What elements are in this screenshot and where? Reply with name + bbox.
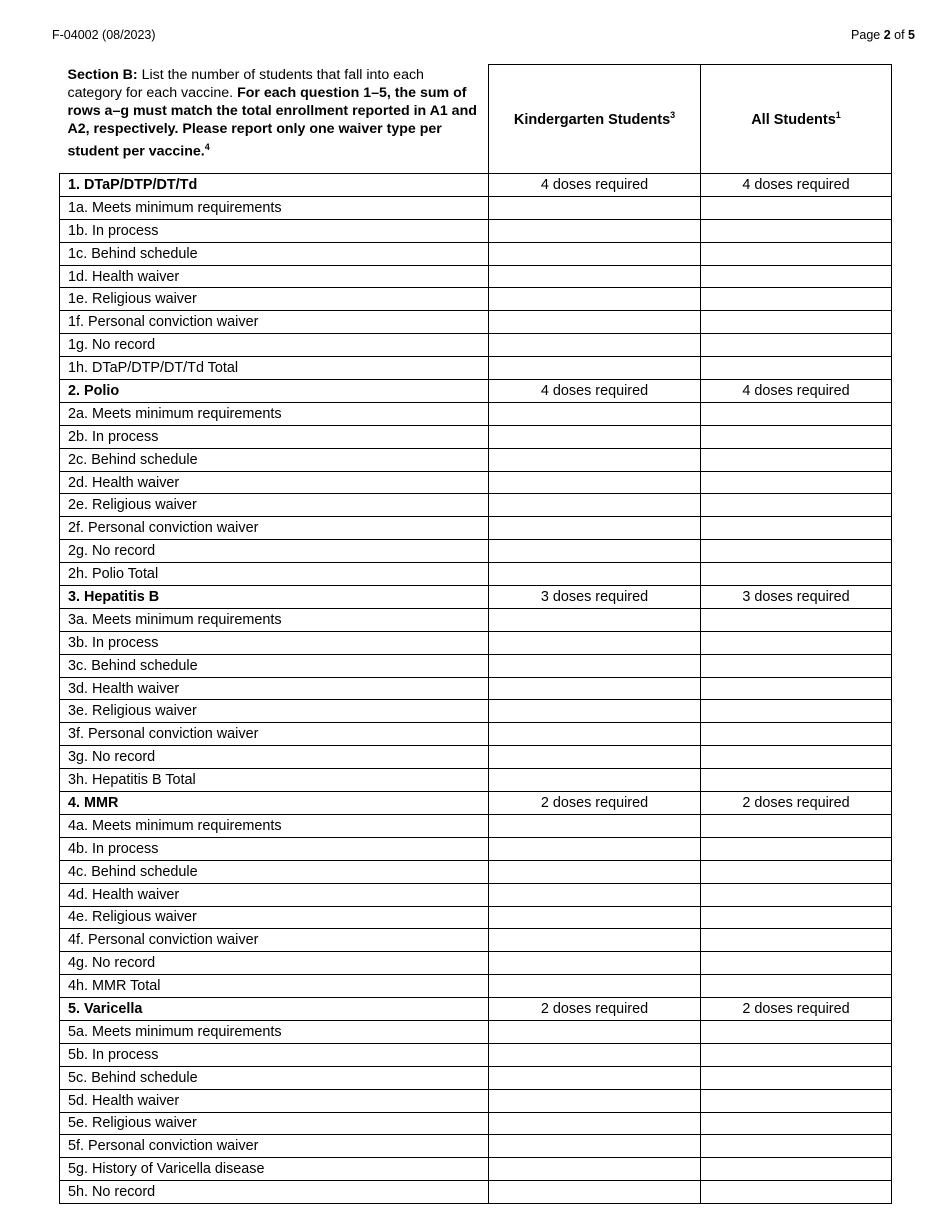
all-students-count-field[interactable] [701, 952, 892, 975]
table-row [60, 860, 892, 883]
column-header-all-students: All Students$^1$ [701, 65, 892, 174]
kindergarten-count-field[interactable] [489, 723, 701, 746]
kindergarten-count-field[interactable] [489, 746, 701, 769]
vaccine-title: 3. Hepatitis B [60, 586, 489, 609]
row-label: 5f. Personal conviction waiver [60, 1135, 489, 1158]
column-header-kindergarten: Kindergarten Students$^3$ [489, 65, 701, 174]
all-students-count-field[interactable] [701, 196, 892, 219]
all-students-doses-required: 4 doses required [701, 380, 892, 403]
kindergarten-count-field[interactable] [489, 814, 701, 837]
all-students-count-field[interactable] [701, 1158, 892, 1181]
kindergarten-count-field[interactable] [489, 471, 701, 494]
row-label: 1a. Meets minimum requirements [60, 196, 489, 219]
kindergarten-count-field[interactable] [489, 448, 701, 471]
row-label: 1b. In process [60, 219, 489, 242]
section-title: Section B: [67, 66, 138, 83]
row-label: 4f. Personal conviction waiver [60, 929, 489, 952]
row-label: 1e. Religious waiver [60, 288, 489, 311]
all-students-count-field[interactable] [701, 219, 892, 242]
row-label: 1g. No record [60, 334, 489, 357]
vaccine-header-row [60, 998, 892, 1021]
kindergarten-count-field[interactable] [489, 288, 701, 311]
table-row [60, 929, 892, 952]
table-row [60, 952, 892, 975]
table-row [60, 563, 892, 586]
table-row [60, 471, 892, 494]
table-row [60, 1043, 892, 1066]
kindergarten-count-field[interactable] [489, 1066, 701, 1089]
table-row [60, 402, 892, 425]
table-row [60, 1066, 892, 1089]
table-row [60, 746, 892, 769]
table-row [60, 654, 892, 677]
table-row [60, 677, 892, 700]
table-row [60, 196, 892, 219]
all-students-count-field[interactable] [701, 288, 892, 311]
vaccine-header-row [60, 174, 892, 197]
form-id: F-04002 (08/2023) [52, 28, 156, 42]
all-students-count-field[interactable] [701, 837, 892, 860]
all-students-count-field[interactable] [701, 631, 892, 654]
all-students-count-field[interactable] [701, 700, 892, 723]
table-row [60, 1135, 892, 1158]
row-label: 4h. MMR Total [60, 975, 489, 998]
kindergarten-count-field[interactable] [489, 540, 701, 563]
all-students-doses-required: 3 doses required [701, 586, 892, 609]
row-label: 2g. No record [60, 540, 489, 563]
row-label: 3a. Meets minimum requirements [60, 608, 489, 631]
row-label: 3f. Personal conviction waiver [60, 723, 489, 746]
all-students-count-field[interactable] [701, 929, 892, 952]
table-row [60, 242, 892, 265]
kindergarten-doses-required: 2 doses required [489, 998, 701, 1021]
kindergarten-count-field[interactable] [489, 242, 701, 265]
all-students-count-field[interactable] [701, 906, 892, 929]
all-students-count-field[interactable] [701, 1089, 892, 1112]
all-students-count-field[interactable] [701, 494, 892, 517]
row-label: 5d. Health waiver [60, 1089, 489, 1112]
kindergarten-count-field[interactable] [489, 563, 701, 586]
kindergarten-count-field[interactable] [489, 1112, 701, 1135]
table-row [60, 883, 892, 906]
kindergarten-count-field[interactable] [489, 837, 701, 860]
kindergarten-count-field[interactable] [489, 494, 701, 517]
page-number: Page 2 of 5 [851, 28, 915, 42]
all-students-count-field[interactable] [701, 471, 892, 494]
row-label: 2a. Meets minimum requirements [60, 402, 489, 425]
table-row [60, 288, 892, 311]
kindergarten-count-field[interactable] [489, 425, 701, 448]
table-row [60, 631, 892, 654]
section-b-intro: Section B: List the number of students that fall into each category for each vaccine. For each question 1–5, the sum of rows a–g must match the total enrollment reported in A1 and A2, respectively. Please report only one waiver type per student per vaccine.$^4$ [67, 66, 477, 160]
vaccine-title: 2. Polio [60, 380, 489, 403]
row-label: 3d. Health waiver [60, 677, 489, 700]
table-row [60, 265, 892, 288]
table-row [60, 700, 892, 723]
kindergarten-doses-required: 4 doses required [489, 174, 701, 197]
kindergarten-count-field[interactable] [489, 402, 701, 425]
all-students-count-field[interactable] [701, 311, 892, 334]
all-students-count-field[interactable] [701, 334, 892, 357]
kindergarten-count-field[interactable] [489, 1020, 701, 1043]
row-label: 4a. Meets minimum requirements [60, 814, 489, 837]
table-row [60, 906, 892, 929]
kindergarten-count-field[interactable] [489, 952, 701, 975]
row-label: 5h. No record [60, 1181, 489, 1204]
kindergarten-count-field[interactable] [489, 975, 701, 998]
all-students-count-field[interactable] [701, 1112, 892, 1135]
kindergarten-count-field[interactable] [489, 311, 701, 334]
row-label: 2b. In process [60, 425, 489, 448]
kindergarten-count-field[interactable] [489, 1089, 701, 1112]
row-label: 4g. No record [60, 952, 489, 975]
all-students-count-field[interactable] [701, 769, 892, 792]
table-row [60, 334, 892, 357]
all-students-doses-required: 4 doses required [701, 174, 892, 197]
all-students-count-field[interactable] [701, 654, 892, 677]
row-label: 2h. Polio Total [60, 563, 489, 586]
all-students-count-field[interactable] [701, 242, 892, 265]
table-row [60, 723, 892, 746]
all-students-count-field[interactable] [701, 860, 892, 883]
vaccine-header-row [60, 586, 892, 609]
all-students-count-field[interactable] [701, 1043, 892, 1066]
kindergarten-count-field[interactable] [489, 608, 701, 631]
row-label: 1d. Health waiver [60, 265, 489, 288]
kindergarten-count-field[interactable] [489, 929, 701, 952]
row-label: 5a. Meets minimum requirements [60, 1020, 489, 1043]
kindergarten-count-field[interactable] [489, 1158, 701, 1181]
all-students-count-field[interactable] [701, 677, 892, 700]
all-students-count-field[interactable] [701, 1135, 892, 1158]
table-row [60, 311, 892, 334]
kindergarten-count-field[interactable] [489, 1043, 701, 1066]
table-row [60, 1020, 892, 1043]
row-label: 4e. Religious waiver [60, 906, 489, 929]
kindergarten-count-field[interactable] [489, 1135, 701, 1158]
table-row [60, 425, 892, 448]
vaccine-title: 4. MMR [60, 792, 489, 815]
kindergarten-count-field[interactable] [489, 196, 701, 219]
kindergarten-count-field[interactable] [489, 700, 701, 723]
all-students-count-field[interactable] [701, 563, 892, 586]
vaccine-title: 5. Varicella [60, 998, 489, 1021]
kindergarten-count-field[interactable] [489, 906, 701, 929]
table-row [60, 1112, 892, 1135]
vaccine-header-row [60, 792, 892, 815]
section-b-table [59, 64, 892, 1204]
kindergarten-doses-required: 2 doses required [489, 792, 701, 815]
row-label: 5b. In process [60, 1043, 489, 1066]
kindergarten-doses-required: 3 doses required [489, 586, 701, 609]
all-students-count-field[interactable] [701, 723, 892, 746]
table-row [60, 494, 892, 517]
all-students-count-field[interactable] [701, 1020, 892, 1043]
table-row [60, 1089, 892, 1112]
row-label: 3b. In process [60, 631, 489, 654]
table-row [60, 448, 892, 471]
table-row [60, 608, 892, 631]
table-row [60, 769, 892, 792]
row-label: 4d. Health waiver [60, 883, 489, 906]
kindergarten-count-field[interactable] [489, 219, 701, 242]
row-label: 3c. Behind schedule [60, 654, 489, 677]
table-row [60, 357, 892, 380]
all-students-doses-required: 2 doses required [701, 792, 892, 815]
row-label: 1h. DTaP/DTP/DT/Td Total [60, 357, 489, 380]
all-students-count-field[interactable] [701, 402, 892, 425]
all-students-count-field[interactable] [701, 517, 892, 540]
all-students-count-field[interactable] [701, 608, 892, 631]
all-students-count-field[interactable] [701, 883, 892, 906]
row-label: 4c. Behind schedule [60, 860, 489, 883]
all-students-doses-required: 2 doses required [701, 998, 892, 1021]
vaccine-title: 1. DTaP/DTP/DT/Td [60, 174, 489, 197]
kindergarten-count-field[interactable] [489, 631, 701, 654]
table-row [60, 219, 892, 242]
row-label: 5e. Religious waiver [60, 1112, 489, 1135]
kindergarten-count-field[interactable] [489, 265, 701, 288]
kindergarten-count-field[interactable] [489, 860, 701, 883]
row-label: 1c. Behind schedule [60, 242, 489, 265]
kindergarten-count-field[interactable] [489, 1181, 701, 1204]
page-current: 2 [883, 28, 891, 42]
table-row [60, 837, 892, 860]
row-label: 4b. In process [60, 837, 489, 860]
table-row [60, 540, 892, 563]
table-row [60, 517, 892, 540]
row-label: 2d. Health waiver [60, 471, 489, 494]
row-label: 5g. History of Varicella disease [60, 1158, 489, 1181]
all-students-count-field[interactable] [701, 1181, 892, 1204]
kindergarten-count-field[interactable] [489, 334, 701, 357]
table-row [60, 814, 892, 837]
kindergarten-count-field[interactable] [489, 677, 701, 700]
vaccine-header-row [60, 380, 892, 403]
row-label: 2e. Religious waiver [60, 494, 489, 517]
row-label: 5c. Behind schedule [60, 1066, 489, 1089]
row-label: 1f. Personal conviction waiver [60, 311, 489, 334]
table-row [60, 1158, 892, 1181]
all-students-count-field[interactable] [701, 1066, 892, 1089]
page-total: 5 [908, 28, 915, 42]
all-students-count-field[interactable] [701, 975, 892, 998]
row-label: 3g. No record [60, 746, 489, 769]
all-students-count-field[interactable] [701, 814, 892, 837]
all-students-count-field[interactable] [701, 357, 892, 380]
table-row [60, 975, 892, 998]
row-label: 3h. Hepatitis B Total [60, 769, 489, 792]
kindergarten-count-field[interactable] [489, 654, 701, 677]
kindergarten-count-field[interactable] [489, 769, 701, 792]
all-students-count-field[interactable] [701, 746, 892, 769]
all-students-count-field[interactable] [701, 265, 892, 288]
kindergarten-count-field[interactable] [489, 357, 701, 380]
all-students-count-field[interactable] [701, 425, 892, 448]
kindergarten-count-field[interactable] [489, 883, 701, 906]
table-row [60, 1181, 892, 1204]
all-students-count-field[interactable] [701, 540, 892, 563]
kindergarten-doses-required: 4 doses required [489, 380, 701, 403]
row-label: 2f. Personal conviction waiver [60, 517, 489, 540]
row-label: 2c. Behind schedule [60, 448, 489, 471]
all-students-count-field[interactable] [701, 448, 892, 471]
row-label: 3e. Religious waiver [60, 700, 489, 723]
kindergarten-count-field[interactable] [489, 517, 701, 540]
